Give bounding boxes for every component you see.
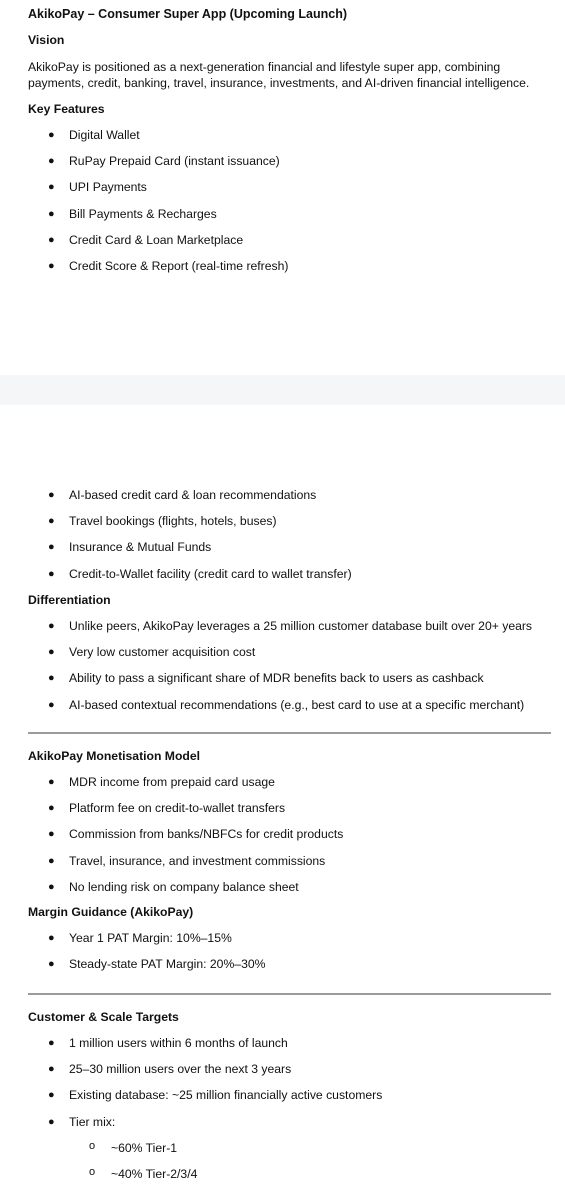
bullet-icon: ● — [48, 260, 55, 272]
bullet-icon: ● — [48, 855, 55, 867]
list-item — [0, 540, 565, 558]
list-item — [0, 488, 565, 506]
section-divider — [28, 993, 551, 995]
list-item — [0, 233, 565, 251]
list-item-text: Unlike peers, AkikoPay leverages a 25 million customer database built over 20+ years — [69, 619, 533, 633]
key-features-heading: Key Features — [28, 102, 105, 116]
list-item — [0, 801, 565, 819]
list-item — [0, 931, 565, 949]
bullet-icon: ● — [48, 1116, 55, 1128]
list-item-text: Credit Score & Report (real-time refresh) — [69, 259, 289, 273]
sub-bullet-icon: o — [89, 1140, 96, 1152]
list-item-text: Credit Card & Loan Marketplace — [69, 233, 244, 247]
list-item — [0, 619, 565, 637]
vision-heading: Vision — [28, 33, 65, 47]
list-item — [0, 671, 565, 689]
list-item-text: Ability to pass a significant share of MDR benefits back to users as cashback — [69, 671, 484, 685]
list-item — [0, 567, 565, 585]
bullet-icon: ● — [48, 129, 55, 141]
bullet-icon: ● — [48, 541, 55, 553]
list-item-text: Tier mix: — [69, 1115, 116, 1129]
list-item-text: 1 million users within 6 months of launch — [69, 1036, 288, 1050]
list-item-text: MDR income from prepaid card usage — [69, 775, 275, 789]
bullet-icon: ● — [48, 1063, 55, 1075]
bullet-icon: ● — [48, 776, 55, 788]
sub-list-item — [0, 1141, 565, 1159]
list-item-text: RuPay Prepaid Card (instant issuance) — [69, 154, 280, 168]
bullet-icon: ● — [48, 155, 55, 167]
list-item — [0, 645, 565, 663]
list-item-text: No lending risk on company balance sheet — [69, 880, 299, 894]
sub-bullet-icon: o — [89, 1166, 96, 1178]
bullet-icon: ● — [48, 828, 55, 840]
list-item-text: Existing database: ~25 million financially active customers — [69, 1088, 383, 1102]
bullet-icon: ● — [48, 620, 55, 632]
sub-list-item — [0, 1167, 565, 1185]
document-page-2 — [0, 405, 565, 1200]
bullet-icon: ● — [48, 932, 55, 944]
list-item — [0, 1115, 565, 1133]
list-item — [0, 128, 565, 146]
list-item-text: AI-based credit card & loan recommendations — [69, 488, 317, 502]
sub-list-item-text: ~40% Tier-2/3/4 — [111, 1167, 198, 1181]
list-item — [0, 775, 565, 793]
list-item-text: Commission from banks/NBFCs for credit products — [69, 827, 344, 841]
list-item-text: Credit-to-Wallet facility (credit card to wallet transfer) — [69, 567, 352, 581]
bullet-icon: ● — [48, 489, 55, 501]
list-item-text: Very low customer acquisition cost — [69, 645, 256, 659]
list-item-text: Bill Payments & Recharges — [69, 207, 217, 221]
bullet-icon: ● — [48, 1089, 55, 1101]
bullet-icon: ● — [48, 646, 55, 658]
list-item — [0, 957, 565, 975]
bullet-icon: ● — [48, 568, 55, 580]
document-page-1 — [0, 0, 565, 375]
bullet-icon: ● — [48, 181, 55, 193]
list-item-text: Platform fee on credit-to-wallet transfers — [69, 801, 286, 815]
scale-targets-heading: Customer & Scale Targets — [28, 1010, 179, 1024]
list-item — [0, 514, 565, 532]
bullet-icon: ● — [48, 234, 55, 246]
list-item — [0, 180, 565, 198]
bullet-icon: ● — [48, 802, 55, 814]
margin-heading: Margin Guidance (AkikoPay) — [28, 905, 194, 919]
bullet-icon: ● — [48, 515, 55, 527]
list-item — [0, 854, 565, 872]
monetisation-heading: AkikoPay Monetisation Model — [28, 749, 201, 763]
document-title: AkikoPay – Consumer Super App (Upcoming Launch) — [28, 7, 348, 21]
list-item — [0, 154, 565, 172]
list-item — [0, 207, 565, 225]
bullet-icon: ● — [48, 958, 55, 970]
list-item — [0, 259, 565, 277]
list-item — [0, 827, 565, 845]
list-item — [0, 880, 565, 898]
list-item-text: AI-based contextual recommendations (e.g., best card to use at a specific merchant) — [69, 698, 525, 712]
list-item-text: Digital Wallet — [69, 128, 140, 142]
list-item-text: Travel bookings (flights, hotels, buses) — [69, 514, 277, 528]
vision-paragraph: AkikoPay is positioned as a next-generation financial and lifestyle super app, combining payments, credit, banking, travel, insurance, investments, and AI-driven financial intelligence. — [28, 60, 530, 90]
page-break — [0, 375, 565, 405]
sub-list-item-text: ~60% Tier-1 — [111, 1141, 178, 1155]
bullet-icon: ● — [48, 1037, 55, 1049]
list-item-text: Travel, insurance, and investment commissions — [69, 854, 326, 868]
bullet-icon: ● — [48, 208, 55, 220]
list-item-text: Insurance & Mutual Funds — [69, 540, 212, 554]
list-item — [0, 698, 565, 716]
list-item — [0, 1088, 565, 1106]
bullet-icon: ● — [48, 672, 55, 684]
section-divider — [28, 732, 551, 734]
list-item-text: Year 1 PAT Margin: 10%–15% — [69, 931, 232, 945]
list-item — [0, 1062, 565, 1080]
list-item-text: 25–30 million users over the next 3 years — [69, 1062, 292, 1076]
bullet-icon: ● — [48, 881, 55, 893]
list-item — [0, 1036, 565, 1054]
list-item-text: UPI Payments — [69, 180, 147, 194]
bullet-icon: ● — [48, 699, 55, 711]
list-item-text: Steady-state PAT Margin: 20%–30% — [69, 957, 266, 971]
differentiation-heading: Differentiation — [28, 593, 111, 607]
